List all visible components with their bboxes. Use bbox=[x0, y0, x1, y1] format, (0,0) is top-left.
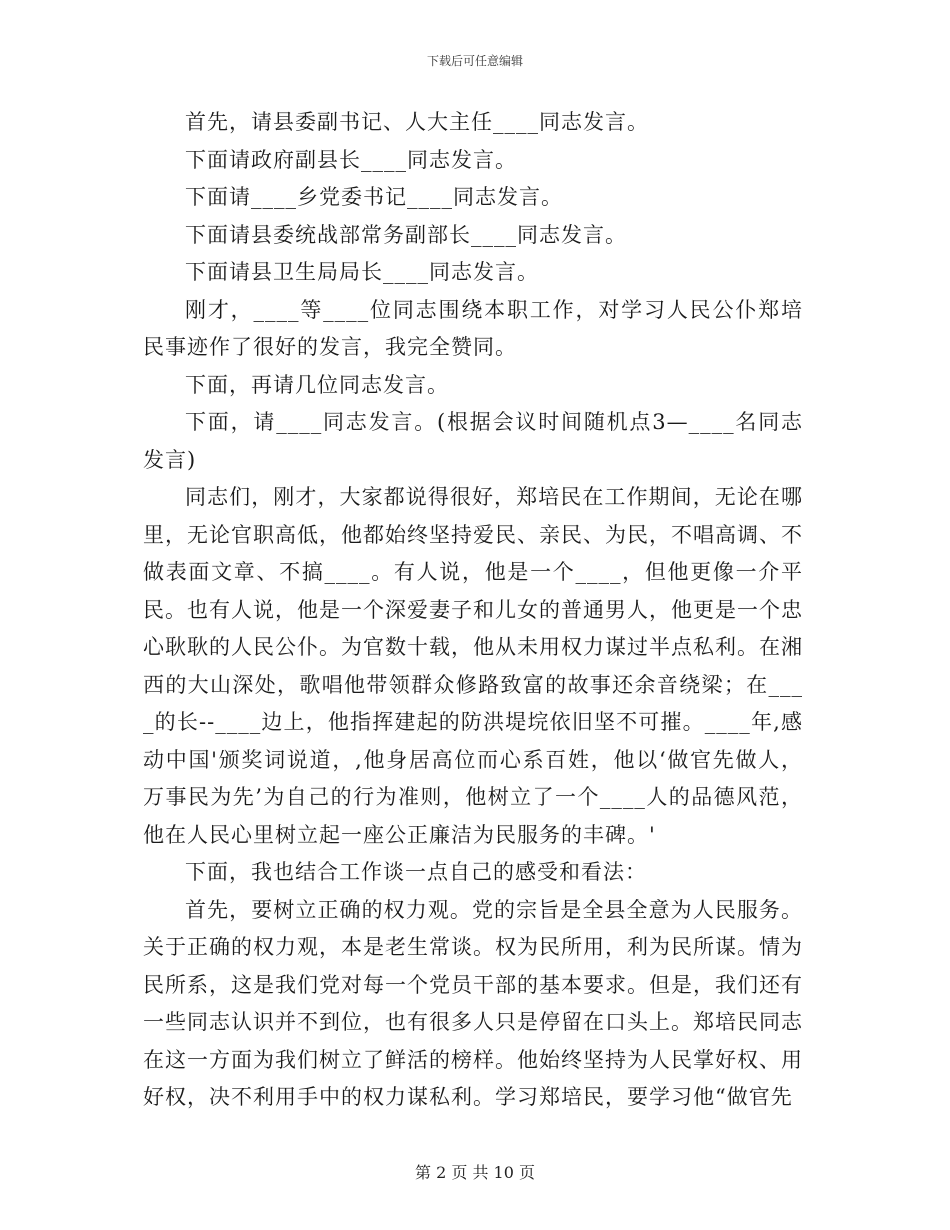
paragraph-3: 下面请____乡党委书记____同志发言。 bbox=[185, 185, 563, 209]
paragraph-11: 首先，要树立正确的权力观。党的宗旨是全县全意为人民服务。关于正确的权力观，本是老生常谈。权为民所用，利为民所谋。情为民所系，这是我们党对每一个党员干部的基本要求。但是，我们还有一些同志认识并不到位，也有很多人只是停留在口头上。郑培民同志在这一方面为我们树立了鲜活的榜样。他始终坚持为人民掌好权、用好权，决不利用手中的权力谋私利。学习郑培民，要学习他“做官先 bbox=[143, 897, 803, 1109]
paragraph-4: 下面请县委统战部常务副部长____同志发言。 bbox=[185, 222, 627, 247]
paragraph-2: 下面请政府副县长____同志发言。 bbox=[185, 147, 517, 172]
page-header: 下载后可任意编辑 bbox=[426, 54, 523, 68]
paragraph-9: 同志们，刚才，大家都说得很好，郑培民在工作期间，无论在哪里，无论官职高低，他都始终坚持爱民、亲民、为民，不唱高调、不做表面文章、不搞____。有人说，他是一个____，但他更像一介平民。也有人说，他是一个深爱妻子和儿女的普通男人，他更是一个忠心耿耿的人民公仆。为官数十载，他从未用权力谋过半点私利。在湘西的大山深处，歌唱他带领群众修路致富的故事还余音绕梁；在____的长--____边上，他指挥建起的防洪堤垸依旧坚不可摧。____年,感动中国'颁奖词说道，,他身居高位而心系百姓，他以‘做官先做人，万事民为先’为自己的行为准则，他树立了一个____人的品德风范，他在人民心里树立起一座公正廉洁为民服务的丰碑。' bbox=[143, 485, 803, 847]
paragraph-5: 下面请县卫生局局长____同志发言。 bbox=[185, 260, 539, 284]
page-number: 第 2 页 共 10 页 bbox=[415, 1163, 535, 1182]
paragraph-6: 刚才，____等____位同志围绕本职工作，对学习人民公仆郑培民事迹作了很好的发言，我完全赞同。 bbox=[143, 297, 803, 359]
paragraph-10: 下面，我也结合工作谈一点自己的感受和看法： bbox=[185, 860, 647, 884]
paragraph-8: 下面，请____同志发言。(根据会议时间随机点3—____名同志发言) bbox=[143, 410, 803, 472]
paragraph-7: 下面，再请几位同志发言。 bbox=[185, 372, 449, 397]
document-body bbox=[143, 104, 803, 1117]
paragraph-1: 首先，请县委副书记、人大主任____同志发言。 bbox=[185, 110, 649, 134]
